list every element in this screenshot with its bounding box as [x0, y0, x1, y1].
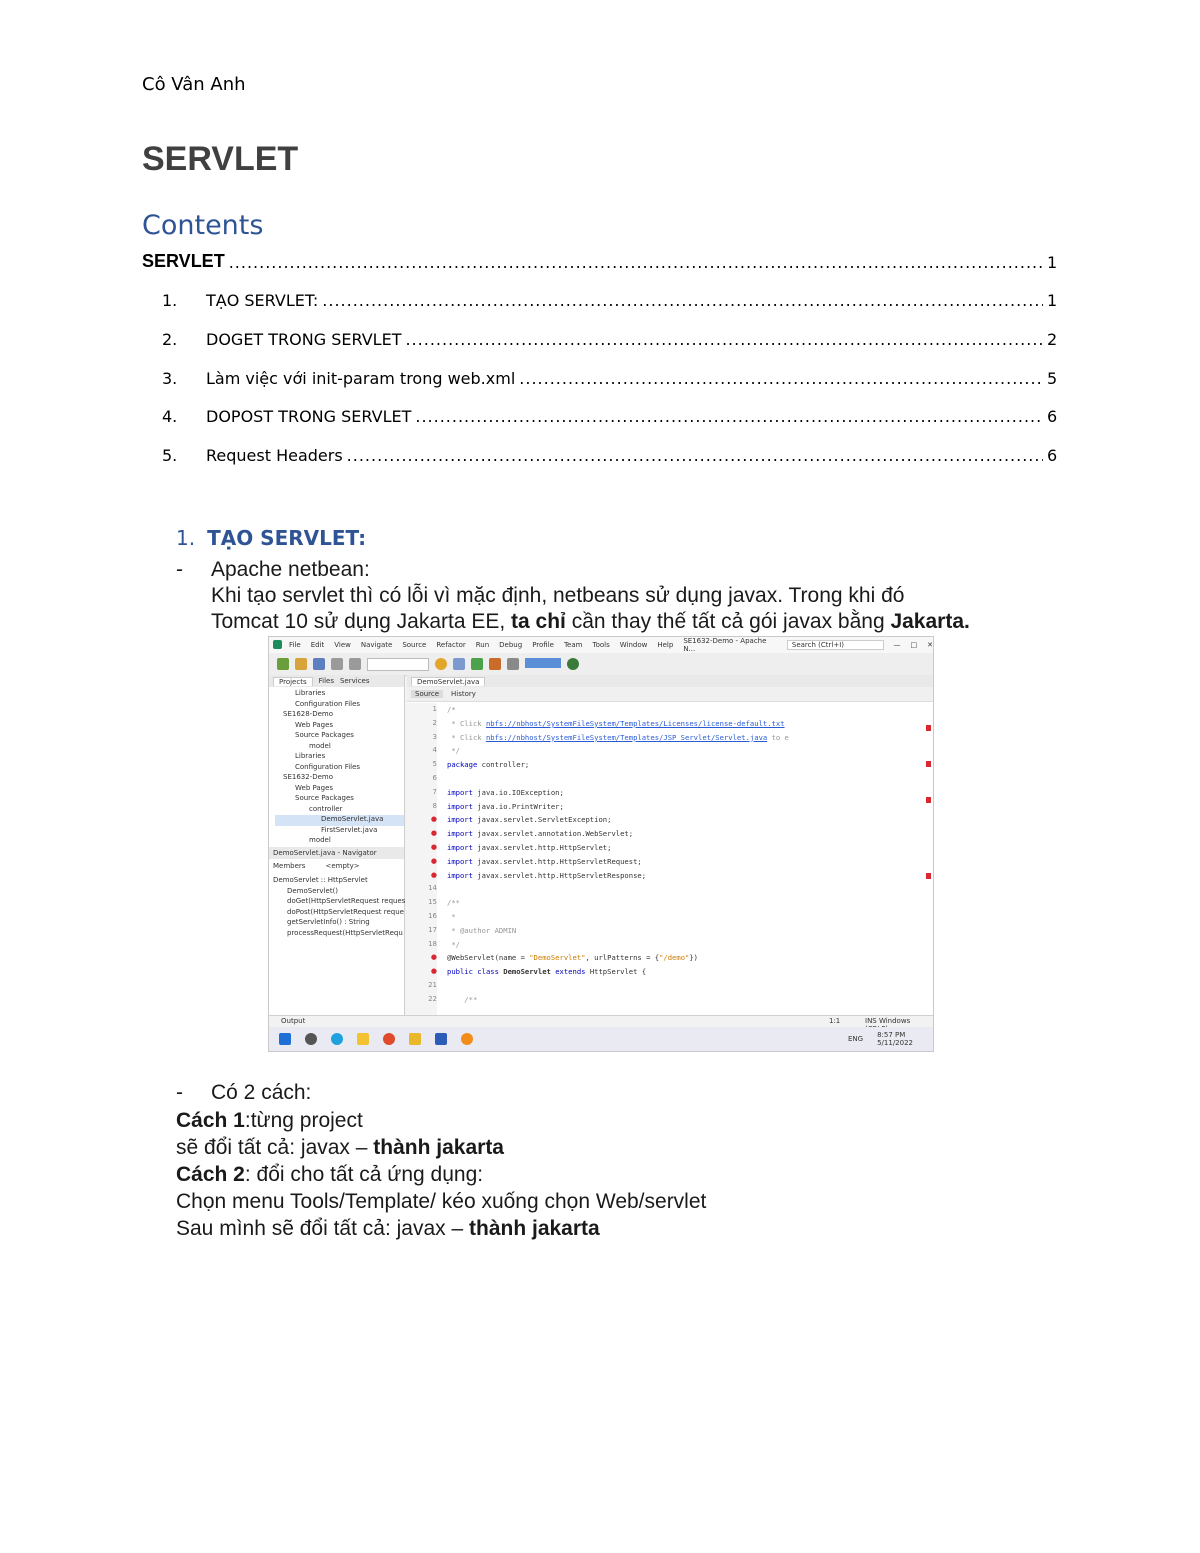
menu-item[interactable]: Source — [402, 641, 427, 649]
error-marker-icon: ● — [430, 856, 437, 865]
document-title: SERVLET — [142, 140, 299, 178]
line-number: 14 — [428, 884, 437, 893]
toc-entry-4[interactable] — [142, 402, 1057, 426]
toc-entry-number: 4. — [162, 407, 178, 426]
bullet-title-apache-netbean: Apache netbean: — [211, 558, 370, 581]
new-project-icon[interactable] — [277, 658, 289, 670]
tree-node[interactable]: Source Packages — [295, 731, 354, 739]
toc-leader — [519, 369, 1043, 388]
code-line: /** — [447, 898, 460, 908]
debug-icon[interactable] — [489, 658, 501, 670]
editor-tab[interactable]: DemoServlet.java — [411, 677, 485, 686]
browser-icon[interactable] — [435, 658, 447, 670]
tree-node[interactable]: Libraries — [295, 752, 326, 760]
text-run-bold: ta chỉ — [511, 610, 566, 633]
section-title: TẠO SERVLET: — [207, 526, 367, 550]
windows-taskbar — [269, 1027, 933, 1051]
history-mode-button[interactable]: History — [451, 690, 476, 698]
netbeans-logo-icon — [273, 640, 282, 649]
text-run: Sau mình sẽ đổi tất cả: javax – — [176, 1217, 469, 1240]
line-number: 1 — [432, 705, 437, 713]
tree-node[interactable]: Libraries — [295, 689, 326, 697]
toc-entry-servlet[interactable] — [142, 248, 1057, 272]
menu-item[interactable]: Refactor — [436, 641, 466, 649]
code-line — [447, 882, 927, 896]
code-line: * Click nbfs://nbhost/SystemFileSystem/Templates/JSP_Servlet/Servlet.java to e — [447, 732, 789, 742]
toc-leader — [229, 253, 1043, 272]
toc-entry-number: 2. — [162, 330, 178, 349]
bullet-dash: - — [176, 1081, 183, 1104]
navigator-empty-select[interactable]: <empty> — [325, 862, 360, 870]
paragraph-line — [211, 609, 970, 635]
navigator-item[interactable]: DemoServlet :: HttpServlet — [273, 876, 368, 884]
line-number: 7 — [432, 787, 437, 796]
navigator-item[interactable]: doGet(HttpServletRequest reques — [287, 897, 406, 905]
line-number: 18 — [428, 939, 437, 948]
edge-icon[interactable] — [331, 1033, 343, 1045]
code-line: /* — [447, 705, 456, 714]
chrome-icon[interactable] — [383, 1033, 395, 1045]
ide-search-input[interactable]: Search (Ctrl+I) — [787, 640, 884, 650]
navigator-filter-row — [273, 862, 360, 870]
line-number: 16 — [428, 911, 437, 920]
bullet-title-two-ways: Có 2 cách: — [211, 1081, 312, 1104]
menu-item[interactable]: Tools — [592, 641, 610, 649]
code-line: * @author ADMIN — [447, 925, 517, 935]
ide-menubar — [269, 637, 933, 653]
open-project-icon[interactable] — [295, 658, 307, 670]
error-marker-icon: ● — [430, 842, 437, 851]
search-icon[interactable] — [305, 1033, 317, 1045]
method-1-line — [176, 1135, 504, 1161]
toc-entry-1[interactable] — [142, 286, 1057, 310]
navigator-tree — [273, 876, 405, 939]
code-line: @WebServlet(name = "DemoServlet", urlPatterns = {"/demo"}) — [447, 953, 699, 963]
method-2-text: : đổi cho tất cả ứng dụng: — [244, 1163, 484, 1186]
tree-node[interactable]: controller — [309, 804, 343, 813]
section-heading-tao-servlet — [176, 526, 366, 550]
code-line: /** — [447, 994, 478, 1004]
tree-node[interactable]: Configuration Files — [295, 762, 361, 771]
toc-heading: Contents — [142, 210, 264, 241]
tab-projects[interactable]: Projects — [273, 677, 313, 686]
tree-node[interactable]: model — [309, 741, 331, 750]
word-icon[interactable] — [435, 1033, 447, 1045]
project-tree — [269, 687, 404, 847]
line-number: 2 — [432, 718, 437, 727]
toc-entry-label: DOGET TRONG SERVLET — [206, 330, 402, 349]
toc-page-number: 1 — [1047, 291, 1058, 310]
toc-entry-5[interactable] — [142, 441, 1057, 465]
toc-page-number: 6 — [1047, 407, 1058, 426]
menu-item[interactable]: Run — [475, 641, 490, 649]
toc-page-number: 1 — [1047, 253, 1058, 272]
cursor-position: 1:1 — [829, 1017, 841, 1025]
toc-leader — [347, 446, 1043, 465]
line-number: 21 — [428, 980, 437, 989]
method-2-heading — [176, 1162, 483, 1188]
undo-icon[interactable] — [331, 658, 343, 670]
text-run-bold: thành jakarta — [469, 1217, 600, 1240]
run-icon[interactable] — [471, 658, 483, 670]
toc-leader — [415, 407, 1043, 426]
code-line — [447, 772, 927, 786]
tab-services[interactable]: Services — [339, 677, 370, 685]
error-marker-icon: ● — [430, 829, 437, 838]
memory-indicator — [525, 658, 561, 668]
line-number: 3 — [432, 732, 437, 741]
code-line: import javax.servlet.ServletException; — [447, 815, 612, 825]
profile-icon[interactable] — [507, 658, 519, 670]
navigator-item[interactable]: DemoServlet() — [287, 886, 339, 895]
tree-node[interactable]: Web Pages — [295, 720, 334, 729]
toc-page-number: 5 — [1047, 369, 1058, 388]
app-icon[interactable] — [409, 1033, 421, 1045]
page-header-author: Cô Vân Anh — [142, 74, 246, 95]
windows-start-icon[interactable] — [279, 1033, 291, 1045]
menu-item[interactable]: Team — [563, 641, 583, 649]
editor-tabs — [407, 675, 933, 687]
toc-page-number: 6 — [1047, 446, 1058, 465]
tree-node[interactable]: Configuration Files — [295, 699, 361, 708]
bullet-dash: - — [176, 558, 183, 581]
text-run: Tomcat 10 sử dụng Jakarta EE, — [211, 610, 512, 633]
method-2-line — [176, 1216, 600, 1242]
error-marker-icon: ● — [430, 815, 437, 824]
line-number: 17 — [428, 925, 437, 934]
method-2-label: Cách 2 — [176, 1163, 245, 1186]
menu-item[interactable]: Debug — [499, 641, 523, 649]
toc-entry-label: Request Headers — [206, 446, 343, 465]
method-1-heading — [176, 1108, 363, 1134]
tree-node[interactable]: FirstServlet.java — [321, 825, 378, 834]
tray-language[interactable]: ENG — [848, 1035, 864, 1043]
toc-entry-number: 5. — [162, 446, 178, 465]
editor-mode-bar — [407, 687, 933, 702]
netbeans-screenshot — [268, 636, 934, 1052]
tree-node[interactable]: Web Pages — [295, 783, 334, 792]
close-icon[interactable]: ✕ — [927, 641, 933, 649]
toc-entry-number: 3. — [162, 369, 178, 388]
window-title: SE1632-Demo - Apache N... — [683, 637, 767, 653]
text-run-bold: thành jakarta — [373, 1136, 504, 1159]
text-run: sẽ đổi tất cả: javax – — [176, 1136, 374, 1159]
projects-tabs — [269, 675, 404, 687]
error-stripe — [926, 705, 931, 1005]
section-number: 1. — [176, 526, 196, 550]
tree-node[interactable]: Source Packages — [295, 794, 354, 802]
insert-mode: INS Windows — [865, 1017, 911, 1025]
code-line: import java.io.PrintWriter; — [447, 801, 564, 811]
paragraph-line: Khi tạo servlet thì có lỗi vì mặc định, netbeans sử dụng javax. Trong khi đó — [211, 584, 905, 607]
navigator-item[interactable]: processRequest(HttpServletRequ — [287, 928, 403, 937]
code-line: */ — [447, 746, 460, 756]
toc-leader — [322, 291, 1043, 310]
tray-clock[interactable] — [877, 1031, 933, 1047]
menu-item[interactable]: Edit — [310, 641, 325, 649]
minimize-icon[interactable]: — — [893, 641, 901, 649]
toc-page-number: 2 — [1047, 330, 1058, 349]
code-area[interactable] — [447, 703, 927, 1007]
navigator-item[interactable]: doPost(HttpServletRequest reque — [287, 907, 404, 916]
menu-item[interactable]: Navigate — [360, 641, 393, 649]
projects-panel — [269, 675, 405, 1015]
maximize-icon[interactable]: □ — [910, 641, 918, 649]
navigator-title: DemoServlet.java - Navigator — [269, 847, 404, 859]
method-1-label: Cách 1 — [176, 1109, 245, 1132]
code-line: import javax.servlet.http.HttpServletRequest; — [447, 856, 642, 866]
tree-node[interactable]: SE1628-Demo — [283, 710, 334, 718]
tree-node-selected[interactable]: DemoServlet.java — [275, 815, 404, 826]
code-line: * Click nbfs://nbhost/SystemFileSystem/Templates/Licenses/license-default.txt — [447, 718, 785, 728]
output-tab[interactable]: Output — [281, 1017, 306, 1025]
menu-item[interactable]: Profile — [532, 641, 554, 649]
code-line: * — [447, 911, 456, 921]
ide-toolbar — [269, 653, 933, 676]
toc-entry-label: DOPOST TRONG SERVLET — [206, 407, 412, 426]
method-1-text: :từng project — [244, 1109, 363, 1132]
navigator-item[interactable]: getServletInfo() : String — [287, 918, 370, 926]
tab-files[interactable]: Files — [318, 677, 334, 685]
navigator-filter-select[interactable]: Members — [273, 862, 306, 870]
line-number: 15 — [428, 898, 437, 907]
gc-icon[interactable] — [567, 658, 579, 670]
menu-item[interactable]: File — [289, 641, 301, 649]
toc-entry-3[interactable] — [142, 364, 1057, 388]
line-number-gutter — [407, 703, 437, 1015]
line-number: 22 — [428, 994, 437, 1003]
menu-item[interactable]: Window — [619, 641, 648, 649]
redo-icon[interactable] — [349, 658, 361, 670]
code-line: */ — [447, 939, 460, 949]
code-line: import javax.servlet.http.HttpServletResponse; — [447, 870, 647, 880]
toc-entry-label: TẠO SERVLET: — [206, 291, 319, 310]
code-editor — [407, 675, 933, 1015]
tray-time: 8:57 PM — [877, 1031, 906, 1039]
line-number: 6 — [432, 773, 437, 782]
toc-leader — [405, 330, 1043, 349]
line-number: 5 — [432, 760, 437, 769]
build-icon[interactable] — [453, 658, 465, 670]
config-select[interactable] — [367, 658, 429, 671]
error-marker-icon: ● — [430, 967, 437, 976]
tree-node[interactable]: SE1632-Demo — [283, 773, 334, 781]
code-line: import javax.servlet.annotation.WebServlet; — [447, 829, 634, 839]
source-mode-button[interactable]: Source — [411, 690, 443, 698]
menu-item[interactable]: View — [334, 641, 351, 649]
file-explorer-icon[interactable] — [357, 1033, 369, 1045]
error-marker-icon: ● — [430, 953, 437, 962]
text-run-bold: Jakarta. — [890, 610, 970, 633]
menu-item[interactable]: Help — [657, 641, 674, 649]
line-number: 8 — [432, 801, 437, 810]
toc-entry-number: 1. — [162, 291, 178, 310]
toc-entry-2[interactable] — [142, 325, 1057, 349]
line-number: 4 — [432, 746, 437, 755]
code-line: import javax.servlet.http.HttpServlet; — [447, 842, 612, 852]
tray-date: 5/11/2022 — [877, 1039, 913, 1047]
save-all-icon[interactable] — [313, 658, 325, 670]
netbeans-taskbar-icon[interactable] — [461, 1033, 473, 1045]
code-line: public class DemoServlet extends HttpServlet { — [447, 967, 647, 977]
code-line: import java.io.IOException; — [447, 787, 564, 797]
error-marker-icon: ● — [430, 870, 437, 879]
tree-node[interactable]: model — [309, 836, 331, 844]
toc-entry-label: Làm việc với init-param trong web.xml — [206, 369, 516, 388]
code-line: package controller; — [447, 760, 530, 770]
code-line — [447, 979, 927, 993]
toc-entry-label: SERVLET — [142, 251, 225, 271]
method-2-line: Chọn menu Tools/Template/ kéo xuống chọn Web/servlet — [176, 1190, 707, 1213]
text-run: cần thay thế tất cả gói javax bằng — [565, 610, 891, 633]
